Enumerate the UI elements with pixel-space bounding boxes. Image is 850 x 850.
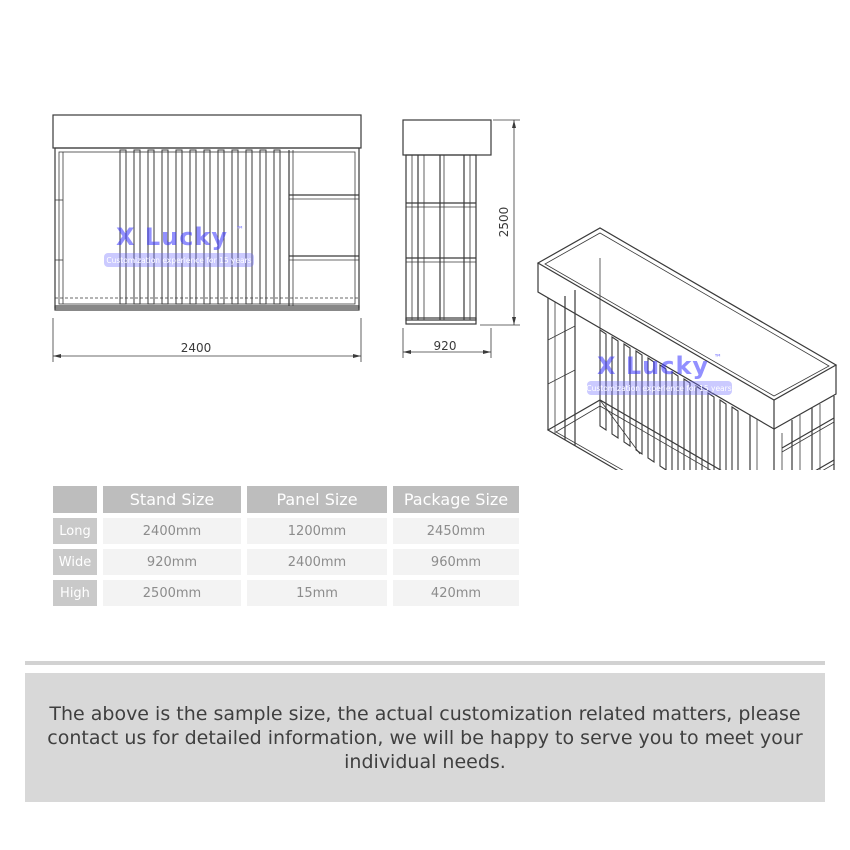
cell-long-panel: 1200mm	[247, 518, 387, 544]
row-label-long: Long	[53, 518, 97, 544]
isometric-view	[538, 228, 836, 470]
watermark-subtitle: Customization experience for 15 years	[586, 384, 732, 393]
header-package-size: Package Size	[393, 486, 519, 513]
watermark-title: X Lucky	[597, 352, 710, 380]
front-width-dimension: 2400	[180, 341, 212, 355]
cell-high-panel: 15mm	[247, 580, 387, 606]
row-label-wide: Wide	[53, 549, 97, 575]
header-panel-size: Panel Size	[247, 486, 387, 513]
cell-wide-stand: 920mm	[103, 549, 241, 575]
watermark-iso	[586, 352, 732, 395]
cell-long-stand: 2400mm	[103, 518, 241, 544]
row-label-high: High	[53, 580, 97, 606]
table-row	[53, 580, 519, 606]
spec-table	[53, 486, 519, 606]
side-depth-dimension: 920	[433, 339, 457, 353]
watermark-title: X Lucky	[116, 223, 229, 251]
header-stand-size: Stand Size	[103, 486, 241, 513]
header-corner	[53, 486, 97, 513]
cell-wide-package: 960mm	[393, 549, 519, 575]
watermark-trademark: ™	[236, 225, 244, 234]
side-height-dimension: 2500	[497, 206, 511, 238]
side-view	[403, 120, 520, 358]
watermark-trademark: ™	[714, 353, 722, 362]
divider	[25, 661, 825, 665]
note-text: The above is the sample size, the actual customization related matters, please contact us for detailed information, we will be happy to serve you to meet your individual needs.	[47, 702, 803, 773]
watermark-subtitle: Customization experience for 15 years	[106, 256, 252, 265]
cell-long-package: 2450mm	[393, 518, 519, 544]
spec-table-header	[53, 486, 519, 513]
note-panel	[25, 673, 825, 802]
cell-wide-panel: 2400mm	[247, 549, 387, 575]
cell-high-package: 420mm	[393, 580, 519, 606]
table-row	[53, 518, 519, 544]
cell-high-stand: 2500mm	[103, 580, 241, 606]
table-row	[53, 549, 519, 575]
